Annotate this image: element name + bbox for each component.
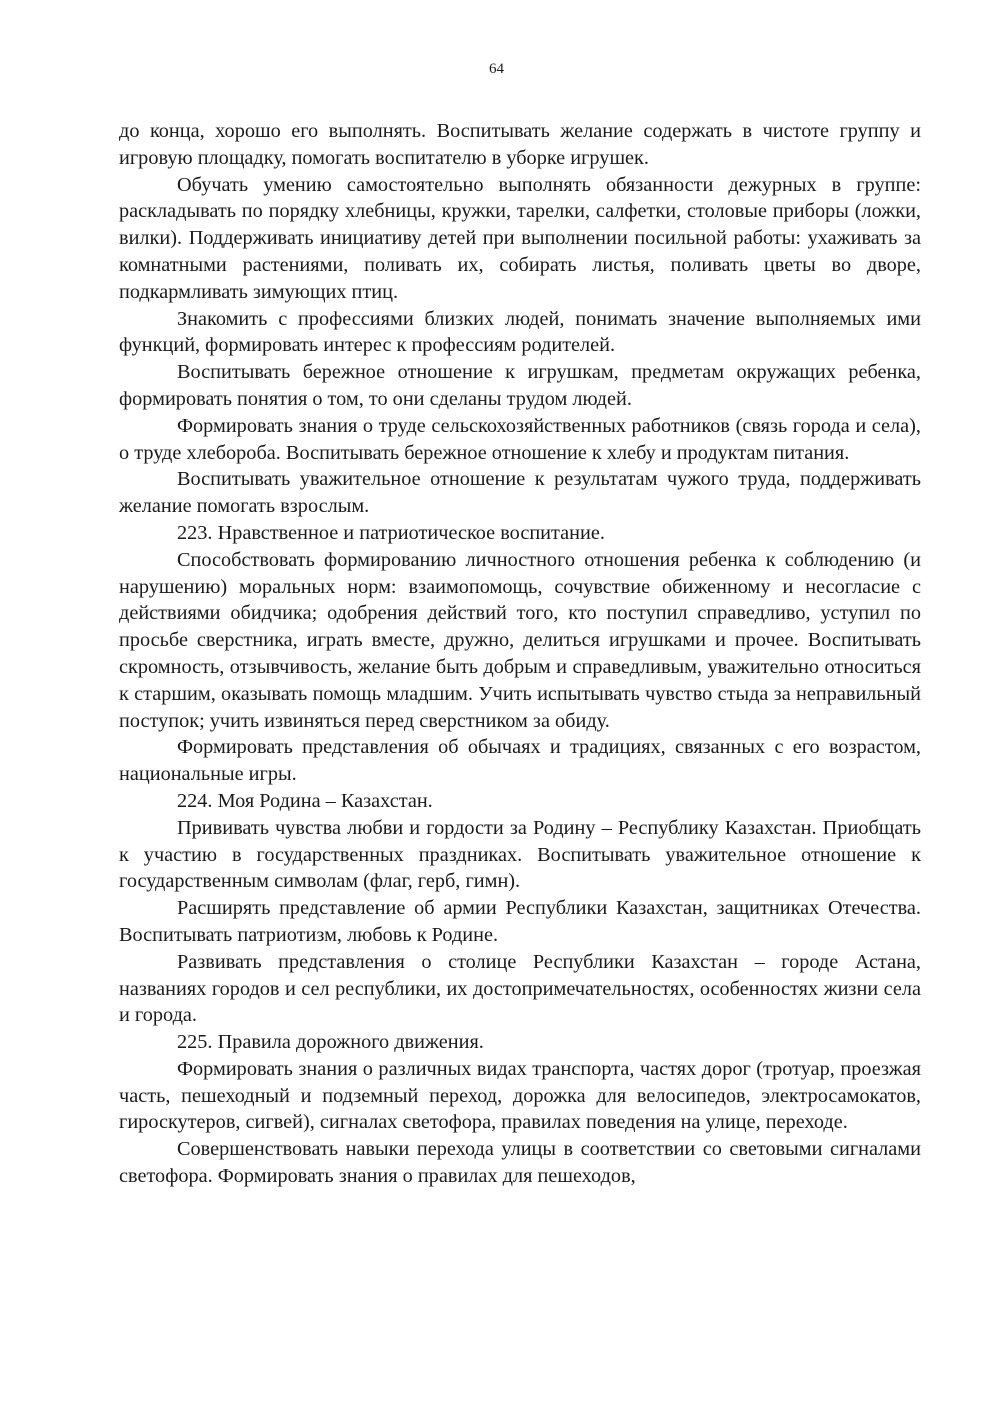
paragraph-traditions: Формировать представления об обычаях и традициях, связанных с его возрастом, национальные игры. — [119, 736, 921, 786]
paragraph-duty: Обучать умению самостоятельно выполнять обязанности дежурных в группе: раскладывать по порядку хлебницы, кружки, тарелки, салфетки, столовые приборы (ложки, вилки). Поддерживать инициативу детей при выполнении посильной работы: ухаживать за комнатными растениями, поливать их, собирать листья, поливать цветы во дворе, подкармливать зимующих птиц. — [119, 173, 921, 303]
paragraph-continuation: до конца, хорошо его выполнять. Воспитывать желание содержать в чистоте группу и игровую площадку, помогать воспитателю в уборке игрушек. — [119, 120, 921, 169]
paragraph-crossing: Совершенствовать навыки перехода улицы в соответствии со световыми сигналами светофора. Формировать знания о правилах для пешеходов, — [119, 1138, 921, 1188]
paragraph-transport: Формировать знания о различных видах транспорта, частях дорог (тротуар, проезжая часть, пешеходный и подземный переход, дорожка для велосипедов, электросамокатов, гироскутеров, сигвей), сигналах светофора, правилах поведения на улице, переходе. — [119, 1057, 921, 1134]
paragraph-homeland: Прививать чувства любви и гордости за Родину – Республику Казахстан. Приобщать к участию в государственных праздниках. Воспитывать уважительное отношение к государственным символам (флаг, герб, гимн). — [119, 816, 921, 893]
paragraph-moral-norms: Способствовать формированию личностного отношения ребенка к соблюдению (и нарушению) моральных норм: взаимопомощь, сочувствие обиженному и несогласие с действиями обидчика; одобрения действий того, кто поступил справедливо, уступил по просьбе сверстника, играть вместе, дружно, делиться игрушками и прочее. Воспитывать скромность, отзывчивость, желание быть добрым и справедливым, уважительно относиться к старшим, оказывать помощь младшим. Учить испытывать чувство стыда за неправильный поступок; учить извиняться перед сверстником за обиду. — [119, 548, 921, 732]
document-body — [119, 118, 921, 1190]
paragraph-toys: Воспитывать бережное отношение к игрушкам, предметам окружащих ребенка, формировать понятия о том, то они сделаны трудом людей. — [119, 361, 921, 410]
paragraph-professions: Знакомить с профессиями близких людей, понимать значение выполняемых ими функций, формировать интерес к профессиям родителей. — [119, 307, 921, 357]
page-number: 64 — [489, 61, 504, 77]
section-heading-224: 224. Моя Родина – Казахстан. — [177, 789, 433, 812]
paragraph-respect-labor: Воспитывать уважительное отношение к результатам чужого труда, поддерживать желание помогать взрослым. — [119, 468, 921, 518]
section-heading-225: 225. Правила дорожного движения. — [177, 1031, 484, 1054]
paragraph-army: Расширять представление об армии Республики Казахстан, защитниках Отечества. Воспитывать патриотизм, любовь к Родине. — [119, 897, 921, 946]
paragraph-agriculture: Формировать знания о труде сельскохозяйственных работников (связь города и села), о труде хлебороба. Воспитывать бережное отношение к хлебу и продуктам питания. — [119, 414, 921, 464]
paragraph-capital: Развивать представления о столице Республики Казахстан – городе Астана, названиях городов и сел республики, их достопримечательностях, особенностях жизни села и города. — [119, 950, 921, 1027]
section-heading-223: 223. Нравственное и патриотическое воспитание. — [177, 521, 605, 544]
